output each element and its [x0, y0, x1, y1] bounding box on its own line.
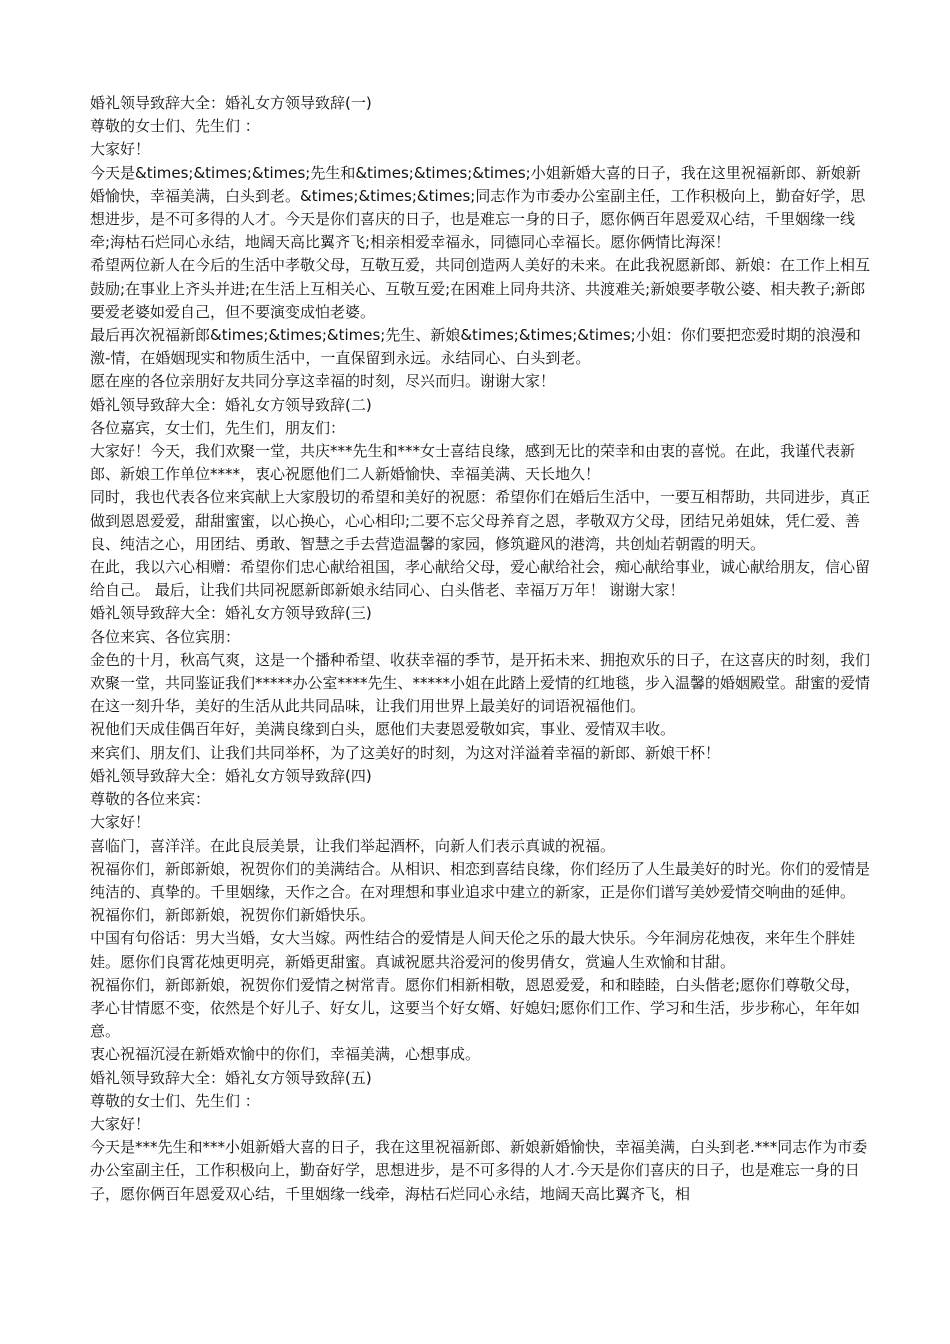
document-paragraph: 大家好！ [90, 1114, 151, 1133]
document-paragraph: 尊敬的女士们、先生们 ： [90, 1091, 260, 1110]
document-paragraph: 各位来宾、各位宾朋： [90, 627, 241, 646]
document-paragraph: 婚礼领导致辞大全：婚礼女方领导致辞(一) [90, 94, 372, 112]
document-paragraph: 来宾们、朋友们、让我们共同举杯，为了这美好的时刻，为这对洋溢着幸福的新郎、新娘干杯！ [90, 743, 721, 762]
document-paragraph: 尊敬的女士们、先生们 ： [90, 117, 260, 136]
document-paragraph: 金色的十月，秋高气爽，这是一个播种希望、收获幸福的季节，是开拓未来、拥抱欢乐的日子，在这喜庆的时刻，我们欢聚一堂，共同鉴证我们*****办公室****先生、*****小姐在此踏上爱情的红地毯，步入温馨的婚姻殿堂。甜蜜的爱情在这一刻升华，美好的生活从此共同品味，让我们用世界上最美好的词语祝福他们。 [90, 650, 871, 716]
document-paragraph: 婚礼领导致辞大全：婚礼女方领导致辞(二) [90, 395, 372, 414]
document-paragraph: 今天是&times;&times;&times;先生和&times;&times;&times;小姐新婚大喜的日子，我在这里祝福新郎、新娘新婚愉快，幸福美满，白头到老。&times;&times;&times;同志作为市委办公室副主任，工作积极向上，勤奋好学，思想进步，是不可多得的人才。今天是你们喜庆的日子，也是难忘一身的日子，愿你俩百年恩爱双心结，千里姻缘一线牵;海枯石烂同心永结，地阔天高比翼齐飞;相亲相爱幸福永，同德同心幸福长。愿你俩情比海深！ [90, 163, 866, 252]
document-paragraph: 大家好！今天，我们欢聚一堂，共庆***先生和***女士喜结良缘，感到无比的荣幸和由衷的喜悦。在此，我谨代表新郎、新娘工作单位****，衷心祝愿他们二人新婚愉快、幸福美满、天长地久！ [90, 442, 856, 484]
document-paragraph: 婚礼领导致辞大全：婚礼女方领导致辞(三) [90, 604, 372, 623]
document-paragraph: 祝福你们，新郎新娘，祝贺你们的美满结合。从相识、相恋到喜结良缘，你们经历了人生最美好的时光。你们的爱情是纯洁的、真挚的。千里姻缘，天作之合。在对理想和事业追求中建立的新家，正是你们谱写美妙爱情交响曲的延伸。 祝福你们，新郎新娘，祝贺你们新婚快乐。 [90, 859, 871, 925]
document-paragraph: 大家好！ [90, 813, 151, 832]
document-paragraph: 尊敬的各位来宾： [90, 790, 211, 809]
document-paragraph: 在此，我以六心相赠：希望你们忠心献给祖国，孝心献给父母，爱心献给社会，痴心献给事业，诚心献给朋友，信心留给自己。 最后，让我们共同祝愿新郎新娘永结同心、白头偕老、幸福万万年！ 谢谢大家！ [90, 558, 871, 600]
document-paragraph: 希望两位新人在今后的生活中孝敬父母，互敬互爱，共同创造两人美好的未来。在此我祝愿新郎、新娘：在工作上相互鼓励;在事业上齐头并进;在生活上互相关心、互敬互爱;在困难上同舟共济、共渡难关;新娘要孝敬公婆、相夫教子;新郎要爱老婆如爱自己，但不要演变成怕老婆。 [90, 256, 871, 321]
document-paragraph: 各位嘉宾，女士们，先生们，朋友们： [90, 418, 346, 437]
document-paragraph: 愿在座的各位亲朋好友共同分享这幸福的时刻，尽兴而归。谢谢大家！ [90, 372, 556, 391]
document-paragraph: 最后再次祝福新郎&times;&times;&times;先生、新娘&times;&times;&times;小姐：你们要把恋爱时期的浪漫和激-情，在婚姻现实和物质生活中，一直保留到永远。永结同心、白头到老。 [90, 326, 861, 368]
document-paragraph: 喜临门，喜洋洋。在此良辰美景，让我们举起酒杯，向新人们表示真诚的祝福。 [90, 836, 616, 855]
document-paragraph: 大家好！ [90, 140, 151, 159]
document-body [90, 92, 870, 1206]
document-paragraph: 婚礼领导致辞大全：婚礼女方领导致辞(五) [90, 1068, 372, 1087]
document-paragraph: 祝他们天成佳偶百年好，美满良缘到白头，愿他们夫妻恩爱敬如宾，事业、爱情双丰收。 [90, 720, 676, 739]
document-paragraph: 同时，我也代表各位来宾献上大家殷切的希望和美好的祝愿：希望你们在婚后生活中，一要互相帮助，共同进步，真正做到恩恩爱爱，甜甜蜜蜜，以心换心，心心相印;二要不忘父母养育之恩，孝敬双方父母，团结兄弟姐妹，凭仁爱、善良、纯洁之心，用团结、勇敢、智慧之手去营造温馨的家园，修筑避风的港湾，共创灿若朝霞的明天。 [90, 488, 871, 553]
document-paragraph: 中国有句俗话：男大当婚，女大当嫁。两性结合的爱情是人间天伦之乐的最大快乐。今年洞房花烛夜，来年生个胖娃娃。愿你们良霄花烛更明亮，新婚更甜蜜。真诚祝愿共浴爱河的俊男倩女，赏遍人生欢愉和甘甜。 [90, 929, 856, 971]
document-paragraph: 祝福你们，新郎新娘，祝贺你们爱情之树常青。愿你们相新相敬，恩恩爱爱，和和睦睦，白头偕老;愿你们尊敬父母，孝心甘情愿不变，依然是个好儿子、好女儿，这要当个好女婿、好媳妇;愿你们工作、学习和生活，步步称心，年年如意。 [90, 975, 861, 1041]
document-paragraph: 衷心祝福沉浸在新婚欢愉中的你们，幸福美满，心想事成。 [90, 1045, 481, 1064]
document-paragraph: 今天是***先生和***小姐新婚大喜的日子，我在这里祝福新郎、新娘新婚愉快，幸福美满，白头到老.***同志作为市委办公室副主任，工作积极向上，勤奋好学，思想进步，是不可多得的人才.今天是你们喜庆的日子，也是难忘一身的日子，愿你俩百年恩爱双心结，千里姻缘一线牵，海枯石烂同心永结，地阔天高比翼齐飞，相 [90, 1138, 868, 1203]
document-paragraph: 婚礼领导致辞大全：婚礼女方领导致辞(四) [90, 766, 372, 785]
